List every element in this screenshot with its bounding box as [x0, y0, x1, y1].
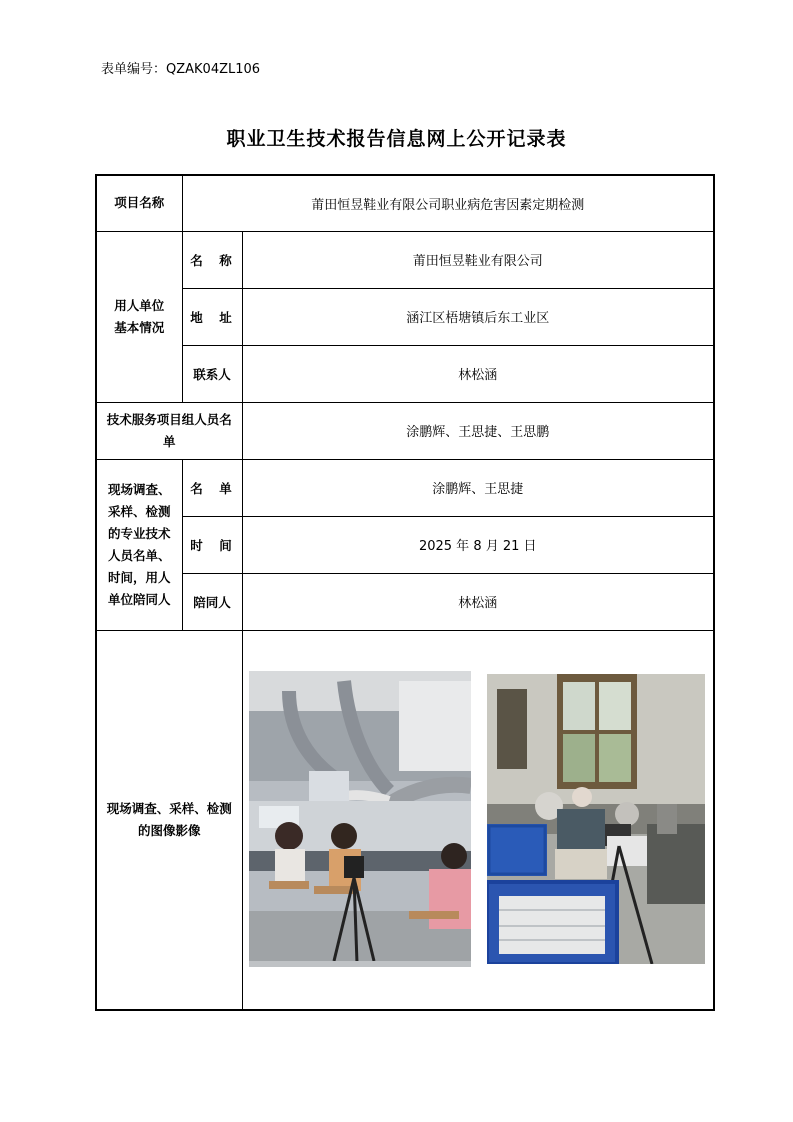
workshop-photo-1-image: [249, 671, 471, 967]
onsite-time-label: 时 间: [182, 516, 242, 573]
employer-contact-label: 联系人: [182, 345, 242, 402]
onsite-list-label: 名 单: [182, 459, 242, 516]
employer-contact-value: 林松涵: [242, 345, 714, 402]
onsite-label: 现场调查、采样、检测的专业技术人员名单、时间，用人单位陪同人: [96, 459, 182, 630]
onsite-escort-label: 陪同人: [182, 573, 242, 630]
team-row: [96, 402, 714, 459]
onsite-time-row: [96, 516, 714, 573]
project-value: 莆田恒昱鞋业有限公司职业病危害因素定期检测: [182, 175, 714, 231]
employer-address-row: [96, 288, 714, 345]
workshop-photo-2: [487, 674, 705, 964]
employer-name-value: 莆田恒昱鞋业有限公司: [242, 231, 714, 288]
document-title: 职业卫生技术报告信息网上公开记录表: [226, 128, 567, 150]
project-label: 项目名称: [96, 175, 182, 231]
onsite-escort-value: 林松涵: [242, 573, 714, 630]
team-label: 技术服务项目组人员名单: [96, 402, 242, 459]
employer-name-row: [96, 231, 714, 288]
images-cell: [242, 630, 714, 1010]
images-label: 现场调查、采样、检测的图像影像: [96, 630, 242, 1010]
project-row: [96, 175, 714, 231]
onsite-list-value: 涂鹏辉、王思捷: [242, 459, 714, 516]
onsite-time-value: 2025 年 8 月 21 日: [242, 516, 714, 573]
team-value: 涂鹏辉、王思捷、王思鹏: [242, 402, 714, 459]
employer-address-label: 地 址: [182, 288, 242, 345]
onsite-list-row: [96, 459, 714, 516]
employer-address-value: 涵江区梧塘镇后东工业区: [242, 288, 714, 345]
workshop-photo-1: [249, 671, 471, 967]
workshop-photo-2-image: [487, 674, 705, 964]
images-row: [96, 630, 714, 1010]
employer-label: 用人单位基本情况: [96, 231, 182, 402]
form-code: 表单编号：QZAK04ZL106: [101, 62, 261, 77]
onsite-escort-row: [96, 573, 714, 630]
employer-name-label: 名 称: [182, 231, 242, 288]
photo-area: [243, 631, 714, 1009]
employer-contact-row: [96, 345, 714, 402]
record-table: [95, 174, 715, 1011]
